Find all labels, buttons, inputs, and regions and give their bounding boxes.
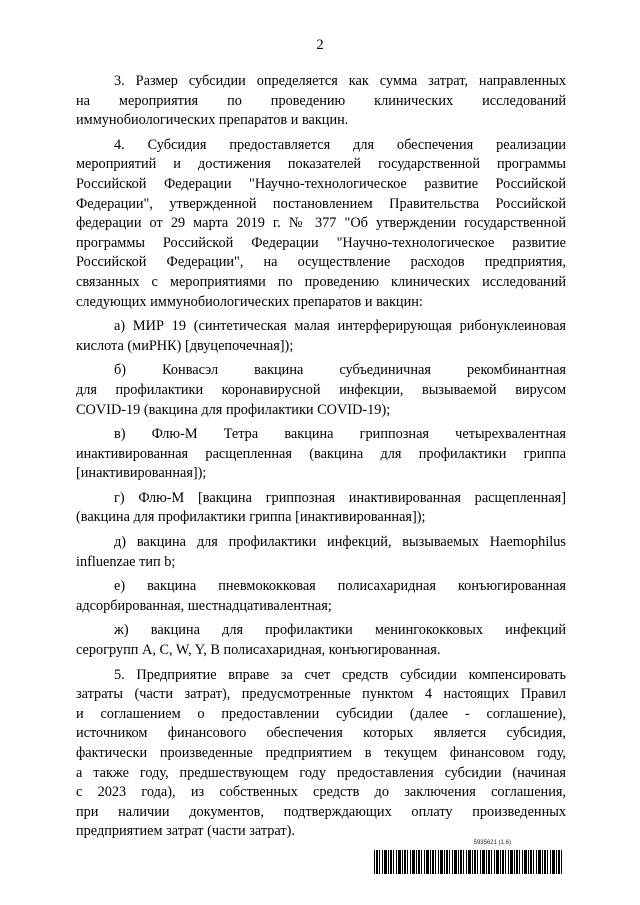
text-line: б) Конвасэл вакцина субъединичная рекомбинантная [114, 362, 566, 379]
barcode-image [374, 850, 564, 874]
page-number: 2 [316, 37, 324, 53]
document-body [76, 72, 566, 847]
paragraph [76, 317, 566, 356]
paragraph [76, 577, 566, 616]
text-line: адсорбированная, шестнадцативалентная; [76, 597, 332, 614]
text-line: г) Флю-М [вакцина гриппозная инактивированная расщепленная] [114, 489, 566, 506]
text-line: Федерации", утвержденной постановлением Правительства Российской [76, 195, 566, 212]
text-line: инактивированная расщепленная (вакцина для профилактики гриппа [76, 445, 566, 462]
barcode-number: 5935621 (1.6) [473, 840, 511, 846]
text-line: фактически произведенные предприятием в текущем финансовом году, [76, 745, 566, 761]
text-line: ж) вакцина для профилактики менингококковых инфекций [114, 622, 566, 639]
text-line: на мероприятия по проведению клинических исследований [76, 92, 566, 109]
text-line: Российской Федерации "Научно-технологическое развитие Российской [76, 175, 566, 192]
barcode-block [374, 840, 564, 874]
paragraph [76, 361, 566, 420]
paragraph [76, 136, 566, 312]
text-line: 3. Размер субсидии определяется как сумма затрат, направленных [114, 73, 566, 89]
text-line: а также году, предшествующем году предоставления субсидии (начиная [76, 764, 566, 781]
paragraph [76, 72, 566, 131]
paragraph [76, 621, 566, 660]
paragraph [76, 666, 566, 842]
text-line: в) Флю-М Тетра вакцина гриппозная четырехвалентная [114, 426, 566, 443]
text-line: серогрупп A, C, W, Y, B полисахаридная, конъюгированная. [76, 642, 441, 659]
text-line: федерации от 29 марта 2019 г. № 377 "Об утверждении государственной [76, 215, 566, 232]
text-line: связанных с мероприятиями по проведению клинических исследований [76, 273, 566, 290]
text-line: 5. Предприятие вправе за счет средств субсидии компенсировать [114, 666, 566, 683]
text-line: при наличии документов, подтверждающих оплату произведенных [76, 803, 566, 820]
text-line: influenzae тип b; [76, 553, 176, 570]
text-line: е) вакцина пневмококковая полисахаридная конъюгированная [114, 578, 566, 595]
text-line: источником финансового обеспечения которых является субсидия, [76, 725, 566, 742]
text-line: для профилактики коронавирусной инфекции, вызываемой вирусом [76, 381, 566, 398]
paragraph [76, 533, 566, 572]
text-line: мероприятий и достижения показателей государственной программы [76, 156, 566, 173]
text-line: (вакцина для профилактики гриппа [инактивированная]); [76, 509, 426, 526]
text-line: иммунобиологических препаратов и вакцин. [76, 112, 349, 129]
text-line: программы Российской Федерации "Научно-технологическое развитие [76, 234, 566, 251]
text-line: а) МИР 19 (синтетическая малая интерферирующая рибонуклеиновая [114, 318, 566, 335]
text-line: предприятием затрат (части затрат). [76, 823, 295, 840]
text-line: затраты (части затрат), предусмотренные пунктом 4 настоящих Правил [76, 686, 566, 703]
text-line: и соглашением о предоставлении субсидии (далее - соглашение), [76, 705, 566, 722]
text-line: кислота (миРНК) [двуцепочечная]); [76, 337, 294, 354]
text-line: 4. Субсидия предоставляется для обеспечения реализации [114, 136, 566, 153]
text-line: COVID-19 (вакцина для профилактики COVID-19); [76, 401, 391, 418]
text-line: Российской Федерации", на осуществление расходов предприятия, [76, 254, 566, 271]
paragraph [76, 425, 566, 484]
text-line: с 2023 года), из собственных средств до заключения соглашения, [76, 784, 566, 801]
paragraph [76, 489, 566, 528]
text-line: д) вакцина для профилактики инфекций, вызываемых Haemophilus [114, 534, 566, 551]
text-line: следующих иммунобиологических препаратов и вакцин: [76, 293, 423, 310]
text-line: [инактивированная]); [76, 465, 207, 482]
